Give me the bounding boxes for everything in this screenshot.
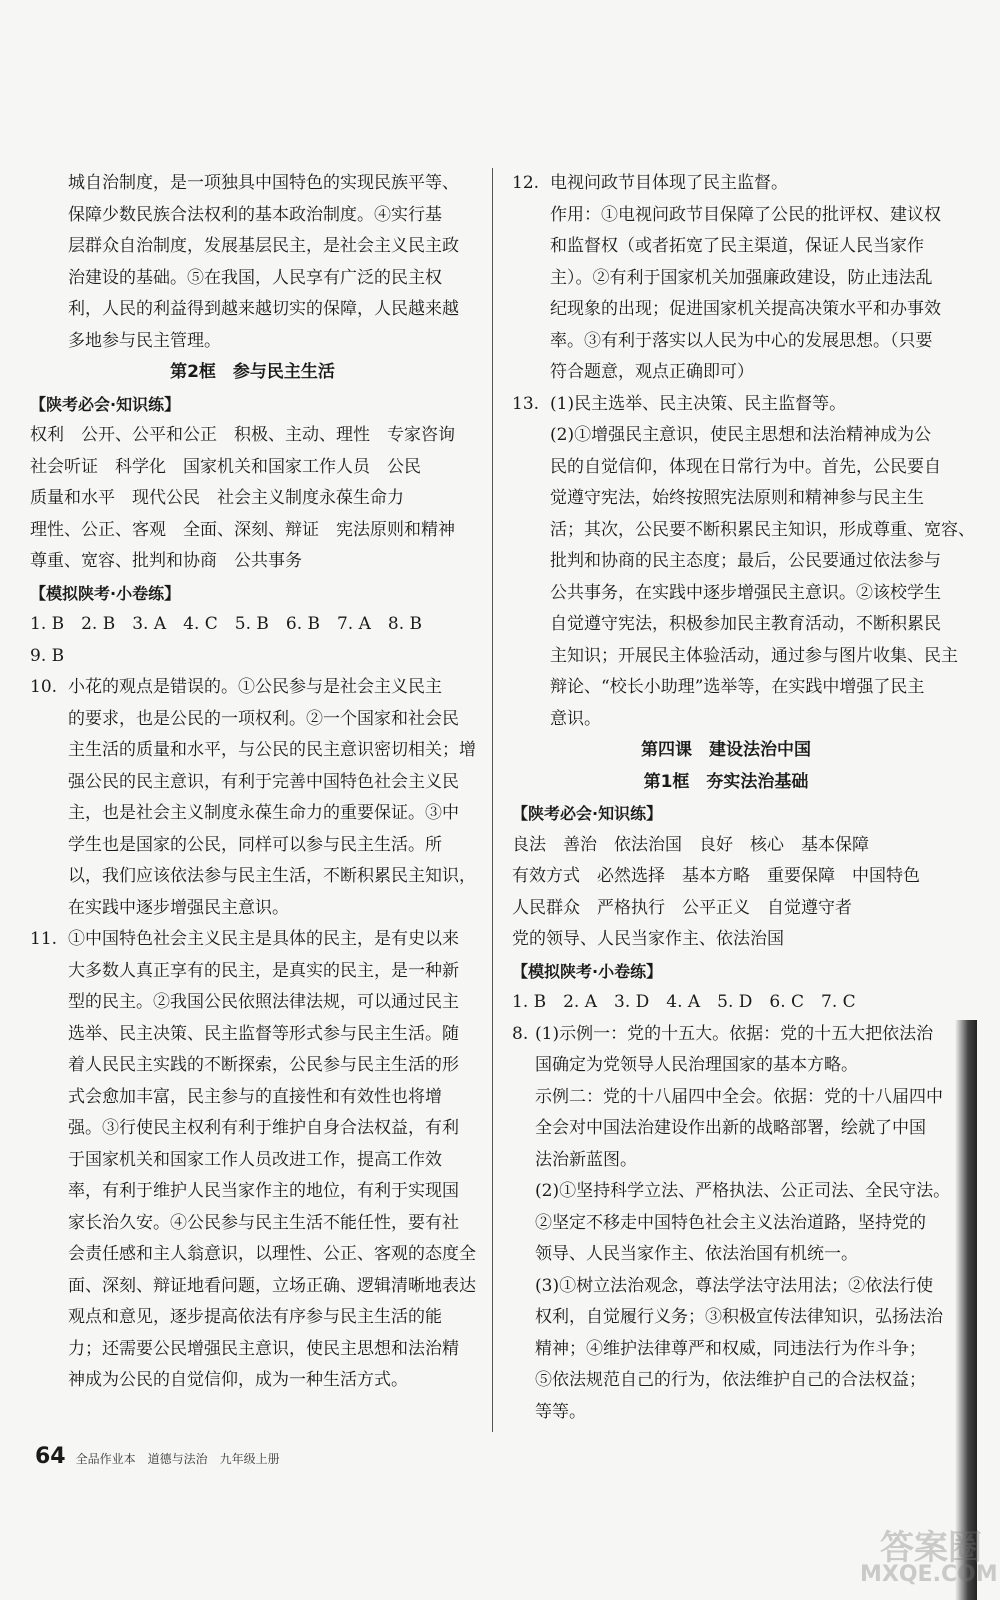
text-line: 意识。: [550, 708, 601, 729]
text-line: 多地参与民主管理。: [68, 330, 221, 351]
text-line: 大多数人真正享有的民主，是真实的民主，是一种新: [68, 960, 459, 981]
text-line: 权利，自觉履行义务；③积极宣传法律知识，弘扬法治: [535, 1307, 943, 1327]
question-text: (1)示例一：党的十五大。依据：党的十五大把依法治: [535, 1023, 934, 1044]
section-heading: 第1框 夯实法治基础: [643, 771, 809, 792]
text-line: 民的自觉信仰，体现在日常行为中。首先，公民要自: [550, 456, 941, 477]
text-line: 和监督权（或者拓宽了民主渠道，保证人民当家作: [550, 236, 924, 256]
question-text: 小花的观点是错误的。①公民参与是社会主义民主: [68, 677, 442, 697]
section-heading: 第2框 参与民主生活: [170, 362, 335, 382]
text-line: 在实践中逐步增强民主意识。: [68, 897, 289, 918]
text-line: 主，也是社会主义制度永葆生命力的重要保证。③中: [68, 803, 459, 823]
text-line: 保障少数民族合法权利的基本政治制度。④实行基: [68, 204, 442, 225]
text-line: 主生活的质量和水平，与公民的民主意识密切相关；增: [68, 740, 476, 760]
right-column: [512, 168, 975, 1428]
question-line: [512, 1019, 940, 1051]
text-line: ⑤依法规范自己的行为，依法维护自己的合法权益；: [535, 1370, 926, 1390]
text-line: 家长治久安。④公民参与民主生活不能任性，要有社: [68, 1212, 459, 1233]
watermark-logo: 答案圈: [880, 1528, 982, 1568]
text-line: 辩论、“校长小助理”选举等，在实践中增强了民主: [550, 677, 925, 697]
text-line: 治建设的基础。⑤在我国，人民享有广泛的民主权: [68, 267, 442, 288]
text-line: 权利 公开、公平和公正 积极、主动、理性 专家咨询: [30, 425, 455, 445]
question-line: [512, 168, 940, 200]
question-line: [512, 389, 940, 421]
text-line: 示例二：党的十八届四中全会。依据：党的十八届四中: [535, 1086, 943, 1107]
column-divider: [492, 168, 493, 1432]
text-line: 领导、人民当家作主、依法治国有机统一。: [535, 1244, 858, 1264]
text-line: 强。③行使民主权利有利于维护自身合法权益，有利: [68, 1118, 459, 1138]
text-line: 学生也是国家的公民，同样可以参与民主生活。所: [68, 834, 442, 855]
text-line: 人民群众 严格执行 公平正义 自觉遵守者: [512, 897, 852, 918]
question-line: [30, 672, 475, 704]
text-line: 党的领导、人民当家作主、依法治国: [512, 929, 784, 949]
text-line: 城自治制度，是一项独具中国特色的实现民族平等、: [68, 173, 459, 193]
text-line: 活；其次，公民要不断积累民主知识，形成尊重、宽容、: [550, 519, 975, 540]
question-number: 13.: [512, 393, 540, 414]
text-line: 有效方式 必然选择 基本方略 重要保障 中国特色: [512, 866, 920, 886]
text-line: 力；还需要公民增强民主意识，使民主思想和法治精: [68, 1338, 459, 1359]
text-line: 理性、公正、客观 全面、深刻、辩证 宪法原则和精神: [30, 519, 455, 540]
text-line: 良法 善治 依法治国 良好 核心 基本保障: [512, 834, 869, 855]
text-line: 神成为公民的自觉信仰，成为一种生活方式。: [68, 1370, 408, 1390]
text-line: 精神；④维护法律尊严和权威，同违法行为作斗争；: [535, 1338, 926, 1359]
text-line: 于国家机关和国家工作人员改进工作，提高工作效: [68, 1149, 442, 1170]
text-line: (2)①坚持科学立法、严格执法、公正司法、全民守法。: [535, 1181, 951, 1201]
text-line: ②坚定不移走中国特色社会主义法治道路，坚持党的: [535, 1212, 926, 1233]
text-line: 全会对中国法治建设作出新的战略部署，绘就了中国: [535, 1118, 926, 1138]
text-line: 面、深刻、辩证地看问题，立场正确、逻辑清晰地表达: [68, 1275, 476, 1296]
text-line: 9. B: [30, 645, 65, 666]
question-text: (1)民主选举、民主决策、民主监督等。: [550, 393, 847, 414]
text-line: 观点和意见，逐步提高依法有序参与民主生活的能: [68, 1307, 442, 1327]
text-line: 主）。②有利于国家机关加强廉政建设，防止违法乱: [550, 267, 933, 288]
text-line: 社会听证 科学化 国家机关和国家工作人员 公民: [30, 456, 421, 477]
text-line: 纪现象的出现；促进国家机关提高决策水平和办事效: [550, 299, 941, 319]
question-number: 8.: [512, 1023, 529, 1044]
exercise-label: 【模拟陕考·小卷练】: [512, 961, 663, 981]
text-line: 批判和协商的民主态度；最后，公民要通过依法参与: [550, 551, 941, 571]
text-line: 主知识；开展民主体验活动，通过参与图片收集、民主: [550, 645, 958, 666]
text-line: 1. B 2. B 3. A 4. C 5. B 6. B 7. A 8. B: [30, 614, 423, 634]
text-line: 公共事务，在实践中逐步增强民主意识。②该校学生: [550, 582, 941, 603]
text-line: 层群众自治制度，发展基层民主，是社会主义民主政: [68, 236, 459, 256]
text-line: 尊重、宽容、批判和协商 公共事务: [30, 551, 302, 571]
question-number: 11.: [30, 929, 58, 949]
text-line: 率，有利于维护人民当家作主的地位，有利于实现国: [68, 1181, 459, 1201]
section-heading: 第四课 建设法治中国: [641, 740, 811, 760]
text-line: 型的民主。②我国公民依照法律法规，可以通过民主: [68, 992, 459, 1012]
exercise-label: 【陕考必会·知识练】: [30, 394, 181, 414]
text-line: 率。③有利于落实以人民为中心的发展思想。（只要: [550, 330, 933, 351]
text-line: 1. B 2. A 3. D 4. A 5. D 6. C 7. C: [512, 992, 856, 1012]
watermark-url: MXQE.COM: [860, 1562, 998, 1587]
text-line: 觉遵守宪法，始终按照宪法原则和精神参与民主生: [550, 488, 924, 508]
text-line: 强公民的民主意识，有利于完善中国特色社会主义民: [68, 771, 459, 792]
question-line: [30, 924, 475, 956]
text-line: 等等。: [535, 1401, 586, 1422]
text-line: 符合题意，观点正确即可）: [550, 362, 754, 382]
question-number: 12.: [512, 173, 540, 193]
text-line: 式会愈加丰富，民主参与的直接性和有效性也将增: [68, 1086, 442, 1107]
text-line: (3)①树立法治观念，尊法学法守法用法；②依法行使: [535, 1275, 934, 1296]
page-footer: [35, 1444, 280, 1469]
text-line: 法治新蓝图。: [535, 1149, 637, 1170]
text-line: 会责任感和主人翁意识，以理性、公正、客观的态度全: [68, 1244, 476, 1264]
text-line: 的要求，也是公民的一项权利。②一个国家和社会民: [68, 708, 459, 729]
question-text: ①中国特色社会主义民主是具体的民主，是有史以来: [68, 929, 459, 949]
exercise-label: 【陕考必会·知识练】: [512, 804, 663, 823]
question-number: 10.: [30, 677, 58, 697]
exercise-label: 【模拟陕考·小卷练】: [30, 583, 181, 603]
book-title: 全品作业本 道德与法治 九年级上册: [75, 1452, 280, 1466]
text-line: 作用：①电视问政节目保障了公民的批评权、建议权: [550, 204, 941, 225]
text-line: 利，人民的利益得到越来越切实的保障，人民越来越: [68, 299, 459, 319]
question-text: 电视问政节目体现了民主监督。: [550, 173, 788, 193]
text-line: (2)①增强民主意识，使民主思想和法治精神成为公: [550, 425, 932, 445]
text-line: 以，我们应该依法参与民主生活，不断积累民主知识，: [68, 866, 476, 886]
page-edge-shadow: [955, 1020, 977, 1600]
page-number: 64: [35, 1444, 66, 1469]
left-column: [30, 168, 475, 1397]
text-line: 选举、民主决策、民主监督等形式参与民主生活。随: [68, 1023, 459, 1044]
text-line: 质量和水平 现代公民 社会主义制度永葆生命力: [30, 488, 404, 508]
text-line: 国确定为党领导人民治理国家的基本方略。: [535, 1055, 858, 1075]
text-line: 着人民民主实践的不断探索，公民参与民主生活的形: [68, 1055, 459, 1075]
text-line: 自觉遵守宪法，积极参加民主教育活动，不断积累民: [550, 614, 941, 634]
